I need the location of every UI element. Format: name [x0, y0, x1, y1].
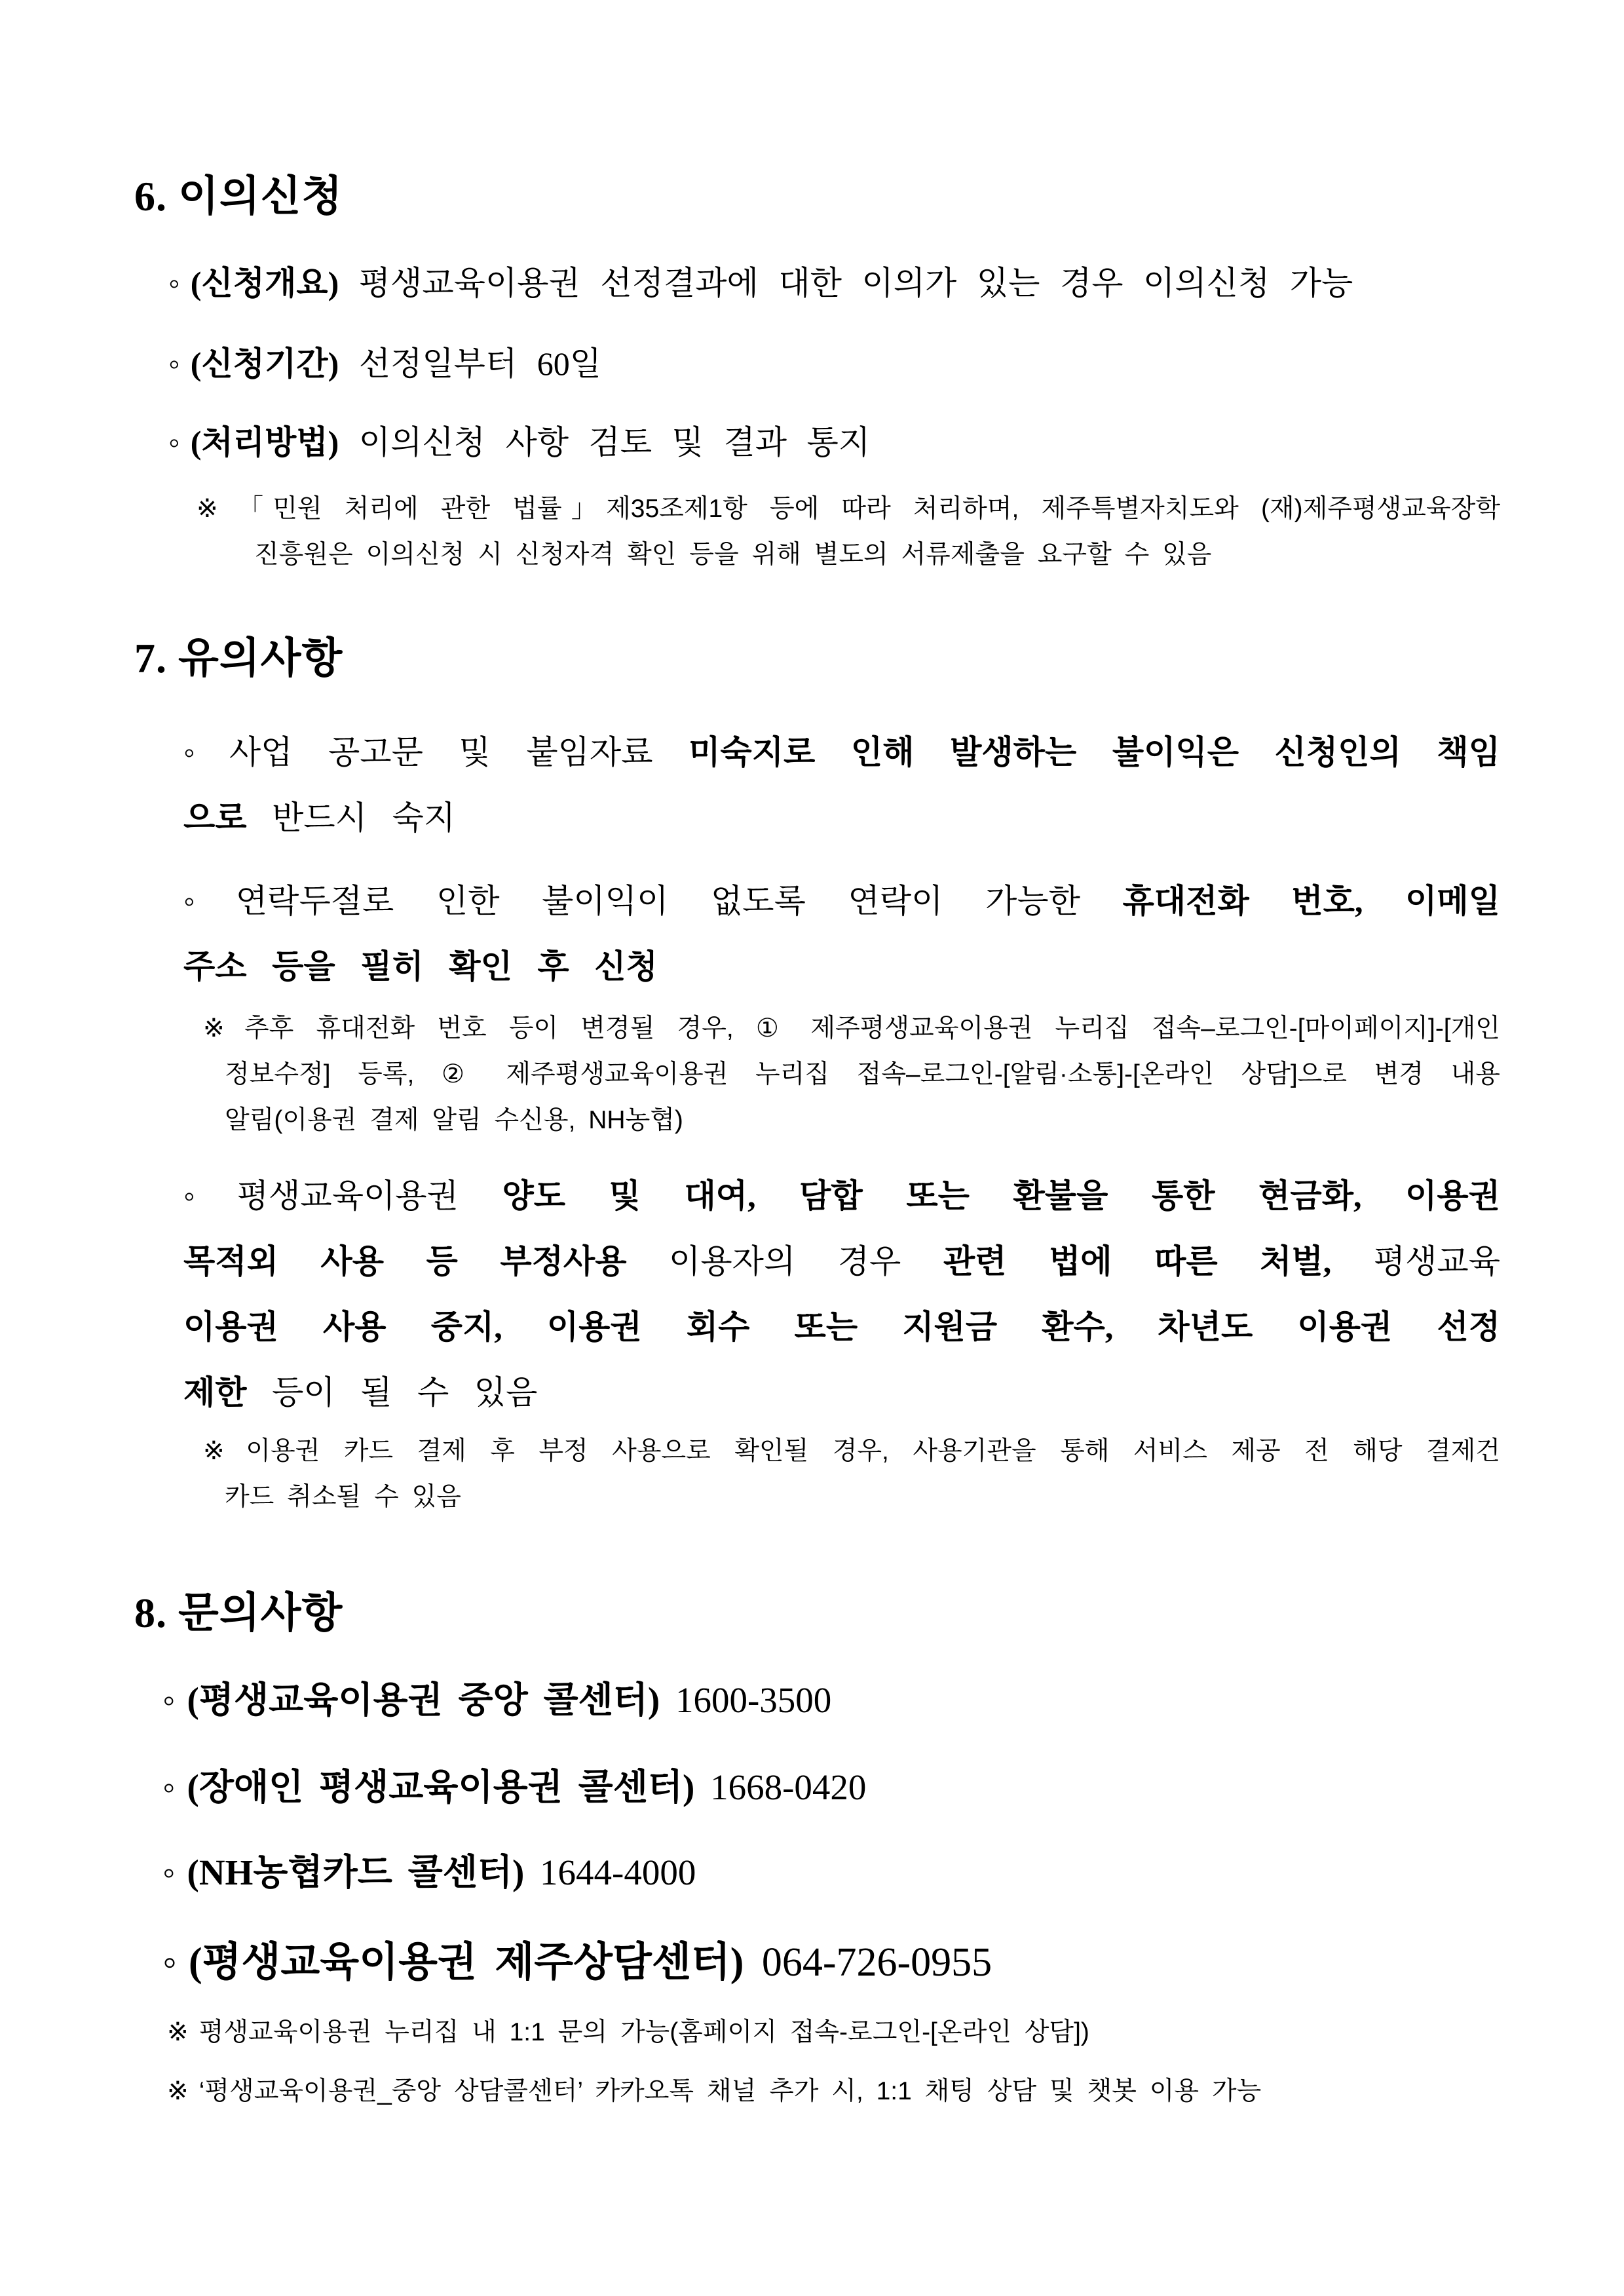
sec8-note-1: [167, 2012, 1624, 2054]
sec7-note-2: [203, 1428, 1500, 1520]
sec7-para-2-line-2: [183, 934, 1500, 999]
sec7-para-1: [183, 719, 1500, 851]
text-segment: 평생교육: [1331, 1243, 1501, 1280]
sec6-bullet-1-line-1: [168, 254, 1624, 313]
sec6-bullet-3: [168, 413, 1624, 472]
text-segment: (처리방법): [190, 424, 339, 461]
sec8-item-1: [162, 1668, 1624, 1733]
text-segment: 1668-0420: [694, 1767, 867, 1807]
text-segment: 진흥원은 이의신청 시 신청자격 확인 등을 위해 별도의 서류제출을 요구할 수 있음: [254, 541, 1212, 569]
text-segment: 미숙지로 인해 발생하는 불이익은 신청인의 책임: [689, 734, 1501, 771]
bullet-marker-icon: ◦: [162, 1680, 176, 1720]
text-segment: 평생교육이용권 누리집 내 1:1 문의 가능(홈페이지 접속-로그인-[온라인 상담]): [198, 2018, 1089, 2046]
text-segment: 이의신청 사항 검토 및 결과 통지: [339, 424, 871, 461]
sec6-note: [197, 486, 1500, 578]
text-segment: 카드 취소될 수 있음: [225, 1483, 461, 1511]
sec7-para-2-line-1: [183, 868, 1500, 934]
sec6-bullet-3-line-1: [168, 413, 1624, 472]
document-body: [0, 164, 1624, 2113]
text-segment: (NH농협카드 콜센터): [187, 1852, 525, 1892]
sec7-para-3-line-3: [183, 1294, 1500, 1360]
text-segment: 휴대전화 번호, 이메일: [1122, 883, 1500, 919]
sec8-item-3: [162, 1840, 1624, 1905]
sec8-item-2-line-1: [162, 1755, 1624, 1820]
text-segment: 등이 될 수 있음: [246, 1374, 538, 1411]
sec7-note-1-line-2: [203, 1052, 1500, 1098]
sec8-note-2-line-1: [167, 2071, 1624, 2113]
bullet-marker-icon: ◦: [168, 265, 180, 301]
text-segment: 관련 법에 따른 처벌,: [943, 1243, 1332, 1280]
bullet-marker-icon: ◦: [183, 734, 206, 771]
text-segment: 주소 등을 필히 확인 후 신청: [183, 948, 658, 985]
text-segment: 추후 휴대전화 번호 등이 변경될 경우, ① 제주평생교육이용권 누리집 접속–로그인-[마이페이지]-[개인: [244, 1014, 1500, 1043]
bullet-marker-icon: ◦: [162, 1852, 176, 1892]
text-segment: 알림(이용권 결제 알림 수신용, NH농협): [225, 1106, 683, 1134]
sec7-note-2-line-2: [203, 1474, 1500, 1520]
sec8-item-4: [162, 1926, 1624, 1999]
sec6-note-line-2: [197, 532, 1500, 578]
text-segment: 1600-3500: [660, 1680, 832, 1720]
sec7-para-3-line-2: [183, 1229, 1500, 1294]
bullet-marker-icon: ◦: [183, 1177, 214, 1214]
bullet-marker-icon: ◦: [168, 424, 180, 461]
text-segment: 1644-4000: [524, 1852, 696, 1892]
text-segment: (평생교육이용권 제주상담센터): [188, 1940, 744, 1985]
sec7-heading: [134, 626, 1624, 691]
text-segment: 연락두절로 인한 불이익이 없도록 연락이 가능한: [235, 883, 1123, 919]
text-segment: 6. 이의신청: [134, 173, 343, 220]
sec7-para-3-line-1: [183, 1163, 1500, 1229]
sec6-bullet-2: [168, 334, 1624, 393]
note-marker-icon: ※: [197, 495, 227, 523]
text-segment: 평생교육이용권 선정결과에 대한 이의가 있는 경우 이의신청 가능: [339, 265, 1353, 301]
bullet-marker-icon: ◦: [168, 345, 180, 382]
sec6-note-line-1: [197, 486, 1500, 532]
sec6-heading-line-1: [134, 164, 1624, 229]
sec8-item-2: [162, 1755, 1624, 1820]
sec7-para-3-line-4: [183, 1360, 1500, 1425]
text-segment: 이용권 카드 결제 후 부정 사용으로 확인될 경우, 사용기관을 통해 서비스 제공 전 해당 결제건: [246, 1437, 1500, 1465]
sec8-heading-line-1: [134, 1580, 1624, 1646]
bullet-marker-icon: ◦: [162, 1767, 176, 1807]
text-segment: 목적외 사용 등 부정사용: [183, 1243, 627, 1280]
text-segment: 사업 공고문 및 붙임자료: [229, 734, 689, 771]
sec7-note-1-line-1: [203, 1006, 1500, 1052]
sec7-note-2-line-1: [203, 1428, 1500, 1474]
sec7-para-1-line-2: [183, 785, 1500, 851]
text-segment: (신청기간): [190, 345, 339, 382]
text-segment: (장애인 평생교육이용권 콜센터): [187, 1767, 695, 1807]
sec6-bullet-2-line-1: [168, 334, 1624, 393]
sec8-item-4-line-1: [162, 1926, 1624, 1999]
sec7-para-1-line-1: [183, 719, 1500, 785]
note-marker-icon: ※: [167, 2018, 189, 2046]
sec7-note-1: [203, 1006, 1500, 1143]
text-segment: 양도 및 대여, 담합 또는 환불을 통한 현금화, 이용권: [502, 1177, 1500, 1214]
text-segment: 7. 유의사항: [134, 635, 343, 681]
text-segment: 평생교육이용권: [236, 1177, 502, 1214]
bullet-marker-icon: ◦: [183, 883, 212, 919]
text-segment: 이용권 사용 중지, 이용권 회수 또는 지원금 환수, 차년도 이용권 선정: [183, 1309, 1500, 1345]
note-marker-icon: ※: [203, 1014, 234, 1043]
text-segment: 「민원 처리에 관한 법률」제35조제1항 등에 따라 처리하며, 제주특별자치도와 (재)제주평생교육장학: [237, 495, 1500, 523]
sec8-heading: [134, 1580, 1624, 1646]
sec7-para-2: [183, 868, 1500, 999]
note-marker-icon: ※: [167, 2077, 189, 2105]
sec7-heading-line-1: [134, 626, 1624, 691]
sec7-note-1-line-3: [203, 1098, 1500, 1143]
sec7-para-3: [183, 1163, 1500, 1425]
sec6-heading: [134, 164, 1624, 229]
sec8-note-1-line-1: [167, 2012, 1624, 2054]
note-marker-icon: ※: [203, 1437, 236, 1465]
text-segment: 이용자의 경우: [626, 1243, 943, 1280]
text-segment: 반드시 숙지: [246, 799, 456, 836]
text-segment: 제한: [183, 1374, 247, 1411]
text-segment: ‘평생교육이용권_중앙 상담콜센터’ 카카오톡 채널 추가 시, 1:1 채팅 상담 및 챗봇 이용 가능: [198, 2077, 1262, 2105]
text-segment: 8. 문의사항: [134, 1590, 343, 1636]
sec8-note-2: [167, 2071, 1624, 2113]
text-segment: 으로: [183, 799, 247, 836]
text-segment: (신청개요): [190, 265, 339, 301]
sec6-bullet-1: [168, 254, 1624, 313]
text-segment: 064-726-0955: [744, 1940, 992, 1985]
text-segment: 정보수정] 등록, ② 제주평생교육이용권 누리집 접속–로그인-[알림·소통]-[온라인 상담]으로 변경 내용: [225, 1060, 1500, 1088]
sec8-item-3-line-1: [162, 1840, 1624, 1905]
sec8-item-1-line-1: [162, 1668, 1624, 1733]
text-segment: 선정일부터 60일: [339, 345, 602, 382]
text-segment: (평생교육이용권 중앙 콜센터): [187, 1680, 660, 1720]
bullet-marker-icon: ◦: [162, 1940, 177, 1985]
